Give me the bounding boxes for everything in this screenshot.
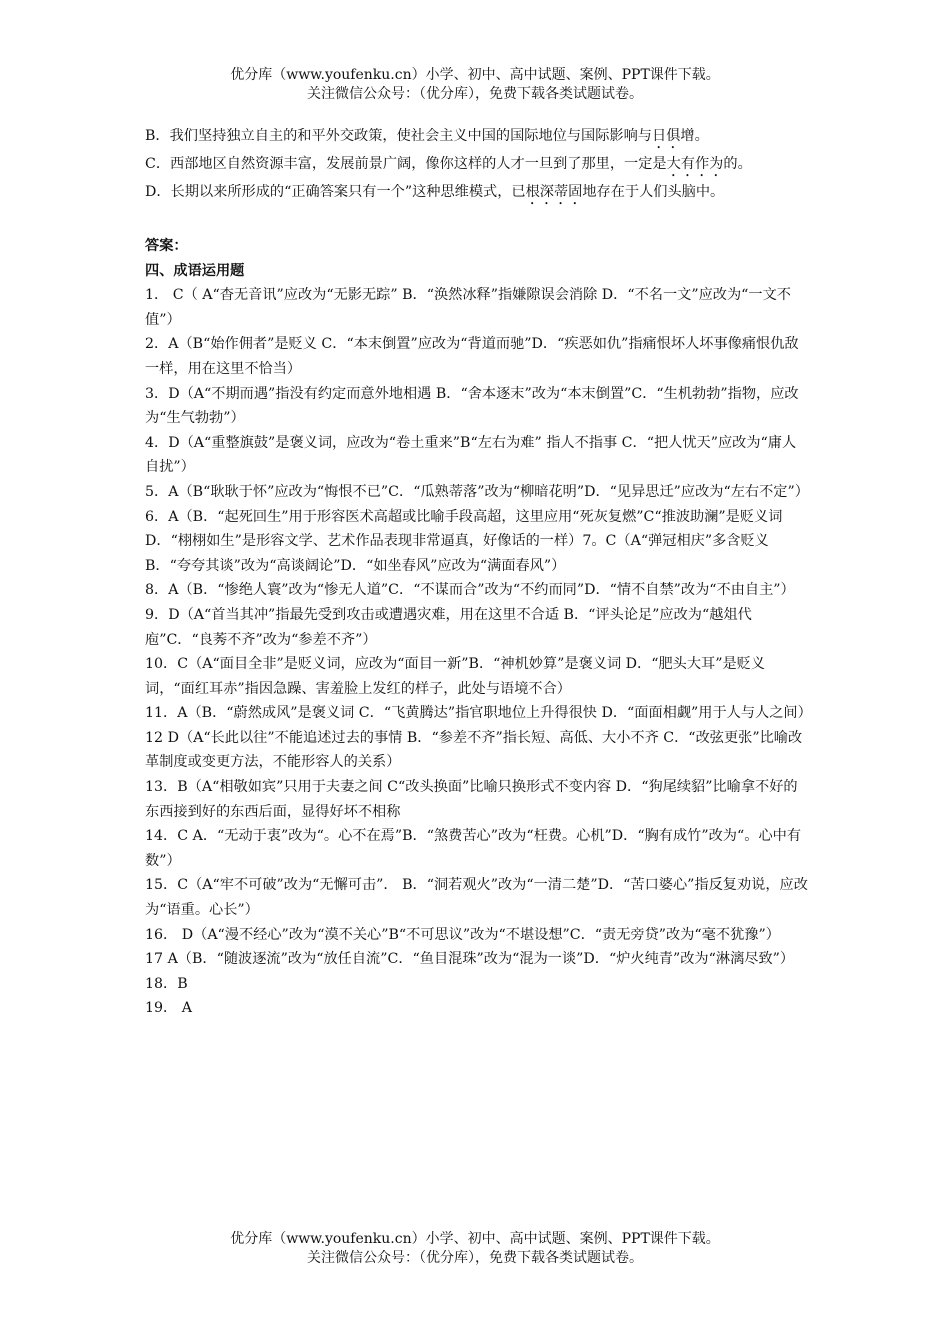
blank-line — [145, 208, 809, 234]
answer-item: 9．D（A“首当其冲”指最先受到攻击或遭遇灾难，用在这里不合适 B．“评头论足”应改为“越俎代庖”C．“良莠不齐”改为“参差不齐”） — [145, 606, 752, 648]
answer-item: 18．B — [145, 975, 188, 992]
answer-item: 17 A（B．“随波逐流”改为“放任自流”C．“鱼目混珠”改为“混为一谈”D．“炉火纯青”改为“淋漓尽致”） — [145, 951, 795, 968]
answer-item: 1． C（ A“杳无音讯”应改为“无影无踪” B．“涣然冰释”指嫌隙误会消除 D．“不名一文”应改为“一文不值”） — [145, 287, 791, 328]
dotted-idiom: 根深蒂固 — [525, 184, 583, 200]
answer-item: 16． D（A“漫不经心”改为“漠不关心”B“不可思议”改为“不堪设想”C．“责无旁贷”改为“毫不犹豫”） — [145, 926, 780, 943]
footer-line-1: 优分库（www.youfenku.cn）小学、初中、高中试题、案例、PPT课件下载。 — [230, 1231, 720, 1247]
option-c: C．西部地区自然资源丰富，发展前景广阔，像你这样的人才一旦到了那里，一定是大有作为的。 — [145, 156, 752, 172]
answer-item: 10．C（A“面目全非”是贬义词，应改为“面目一新”B．“神机妙算”是褒义词 D．“肥头大耳”是贬义词，“面红耳赤”指因急躁、害羞脸上发红的样子，此处与语境不合） — [145, 656, 766, 697]
answer-item: 14．C A．“无动于衷”改为“。心不在焉”B．“煞费苦心”改为“枉费。心机”D．“胸有成竹”改为“。心中有数”） — [145, 828, 802, 869]
answer-item: 8．A（B．“惨绝人寰”改为“惨无人道”C．“不谋而合”改为“不约而同”D．“情不自禁”改为“不由自主”） — [145, 582, 795, 599]
option-b: B．我们坚持独立自主的和平外交政策，使社会主义中国的国际地位与国际影响与日俱增。 — [145, 128, 709, 144]
answer-item: 13．B（A“相敬如宾”只用于夫妻之间 C“改头换面”比喻只换形式不变内容 D．“狗尾续貂”比喻拿不好的东西接到好的东西后面，显得好坏不相称 — [145, 779, 798, 820]
answer-item: 3．D（A“不期而遇”指没有约定而意外地相遇 B．“舍本逐末”改为“本末倒置”C．“生机勃勃”指物，应改为“生气勃勃”） — [145, 385, 799, 427]
page-header — [0, 66, 950, 104]
answer-item: 2．A（B“始作佣者”是贬义 C．“本末倒置”应改为“背道而驰”D．“疾恶如仇”指痛恨坏人坏事像痛恨仇敌一样，用在这里不恰当） — [145, 336, 799, 377]
answer-item: 12 D（A“长此以往”不能追述过去的事情 B．“参差不齐”指长短、高低、大小不齐 C．“改弦更张”比喻改革制度或变更方法，不能形容人的关系） — [145, 729, 803, 771]
answer-item: 19． A — [145, 1000, 192, 1017]
dotted-idiom: 日俱 — [652, 128, 681, 144]
page-footer — [0, 1230, 950, 1268]
answer-item: 15．C（A“牢不可破”改为“无懈可击”． B．“洞若观火”改为“一清二楚”D．“苦口婆心”指反复劝说，应改为“语重。心长”） — [145, 877, 808, 919]
section-title: 四、成语运用题 — [145, 262, 245, 279]
answer-item: 4．D（A“重整旗鼓”是褒义词，应改为“卷土重来”B“左右为难” 指人不指事 C．“把人忧天”应改为“庸人自扰”） — [145, 434, 797, 476]
answer-item: 5．A（B“耿耿于怀”应改为“悔恨不已”C．“瓜熟蒂落”改为“柳暗花明”D．“见异思迁”应改为“左右不定”） — [145, 483, 809, 500]
footer-line-2: 关注微信公众号：（优分库），免费下载各类试题试卷。 — [307, 1250, 643, 1266]
dotted-idiom: 大有作为 — [666, 156, 724, 172]
header-line-1: 优分库（www.youfenku.cn）小学、初中、高中试题、案例、PPT课件下载。 — [230, 67, 720, 83]
header-line-2: 关注微信公众号：（优分库），免费下载各类试题试卷。 — [307, 86, 643, 102]
answer-item: 6．A（B．“起死回生”用于形容医术高超或比喻手段高超，这里应用“死灰复燃”C“推波助澜”是贬义词 D．“栩栩如生”是形容文学、艺术作品表现非常逼真，好像话的一样）7。C（A“弹冠相庆”多含贬义 B．“夸夸其谈”改为“高谈阔论”D．“如坐春风”应改为“满面春风”） — [145, 508, 783, 574]
document-body — [145, 124, 812, 1021]
answer-item: 11．A（B．“蔚然成风”是褒义词 C．“飞黄腾达”指官职地位上升得很快 D．“面面相觑”用于人与人之间） — [145, 705, 812, 722]
answer-label: 答案： — [145, 238, 188, 254]
option-d: D．长期以来所形成的“正确答案只有一个”这种思维模式，已根深蒂固地存在于人们头脑中。 — [145, 184, 725, 200]
answer-list — [145, 283, 812, 1021]
